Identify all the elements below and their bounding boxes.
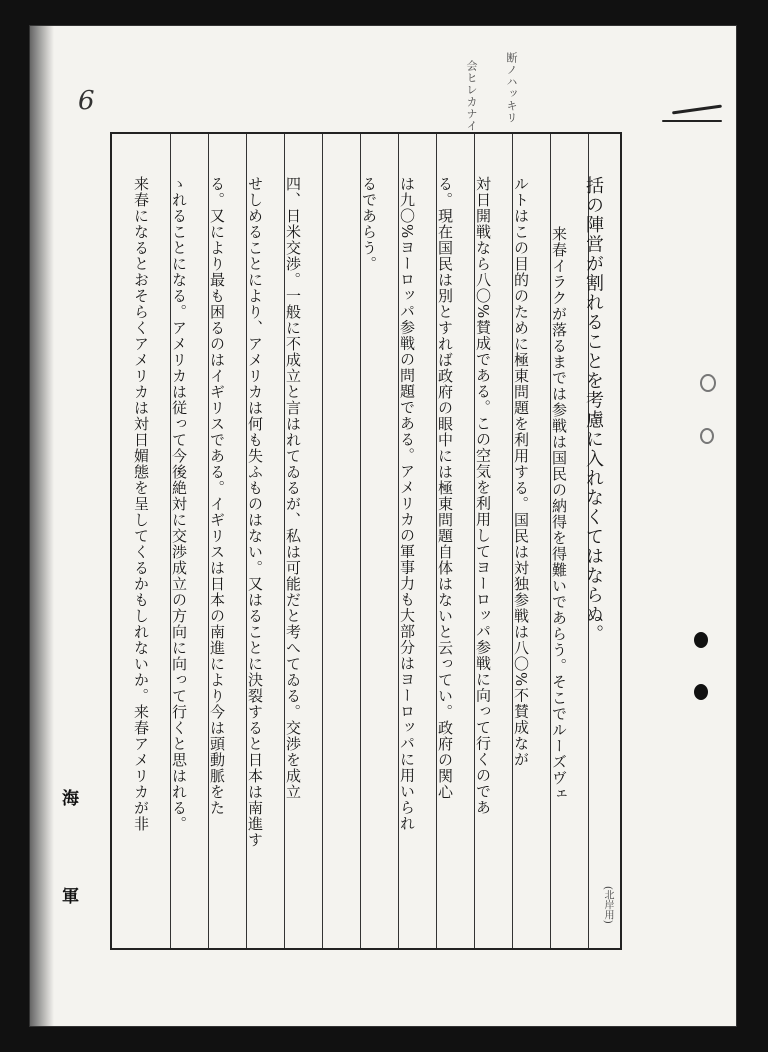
sheet-edge-shadow <box>30 26 54 1026</box>
text-column-11: る。又により最も困るのはイギリスである。イギリスは日本の南進により今は頭動脈をた <box>208 176 226 816</box>
manuscript-grid <box>110 132 622 950</box>
text-column-6: は九〇%ヨーロッパ参戦の問題である。アメリカの軍事力も大部分はヨーロッパに用いられ <box>398 176 416 832</box>
text-column-10: せしめることにより、アメリカは何も失ふものはない。又はることに決裂すると日本は南進す <box>246 176 264 848</box>
text-column-13: 来春になるとおそらくアメリカは対日媚態を呈してくるかもしれないか。来春アメリカが非 <box>132 176 150 832</box>
text-column-12: ゝれることになる。アメリカは従って今後絶対に交渉成立の方向に向って行くと思はれる。 <box>170 176 188 832</box>
text-column-5: る。現在国民は別とすれば政府の眼中には極東問題自体はないと云ってい。政府の関心 <box>436 176 454 800</box>
margin-note-1: 断ノハッキリ <box>505 52 518 124</box>
punch-hole <box>694 684 708 700</box>
ink-mark <box>662 120 722 122</box>
text-column-2: 来春イラクが落るまでは参戦は国民の納得を得難いであらう。そこでルーズヴェ <box>550 226 568 802</box>
text-column-4: 対日開戦なら八〇%賛成である。この空気を利用してヨーロッパ参戦に向って行くのであ <box>474 176 492 816</box>
text-column-7: るであらう。 <box>360 176 378 272</box>
margin-label-navy-bottom: 軍 <box>62 887 79 907</box>
text-column-9: 四、日米交渉。一般に不成立と言はれてゐるが、私は可能だと考へてゐる。交渉を成立 <box>284 176 302 800</box>
text-column-3: ルトはこの目的のために極東問題を利用する。国民は対独参戦は八〇%不賛成なが <box>512 176 530 768</box>
column-rule <box>322 134 323 948</box>
stamp-text: (北岸用) <box>602 886 613 924</box>
margin-label-navy-top: 海 <box>62 789 79 809</box>
punch-hole-outline <box>700 374 716 392</box>
punch-hole <box>694 632 708 648</box>
page-number: 6 <box>78 86 95 116</box>
punch-hole-outline <box>700 428 714 444</box>
text-column-1: 括の陣営が割れることを考慮に入れなくてはならぬ。 <box>583 176 604 644</box>
margin-note-2: 会ヒレカナイ <box>465 60 478 132</box>
